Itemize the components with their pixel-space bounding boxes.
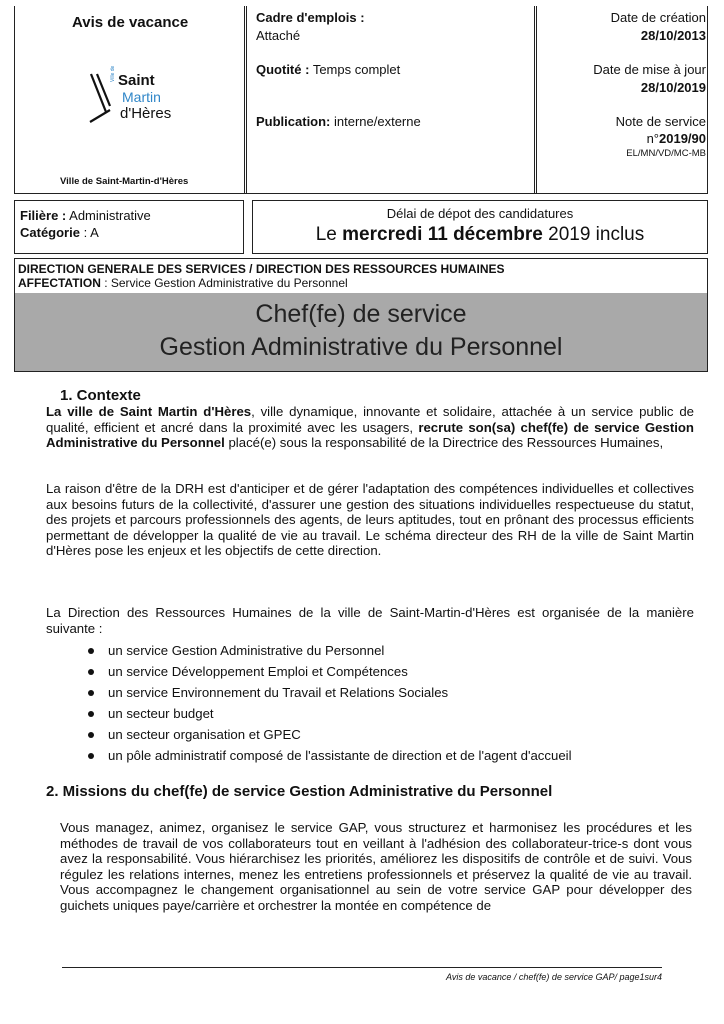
date-maj-value: 28/10/2019	[640, 80, 706, 95]
banner-line1: Chef(fe) de service	[255, 300, 467, 328]
filiere-label: Filière :	[20, 208, 67, 223]
section1-paragraph3: La Direction des Ressources Humaines de la ville de Saint-Martin-d'Hères est organisée de la manière suivante :	[46, 605, 694, 636]
city-logo	[88, 65, 178, 128]
section2-heading: 2. Missions du chef(fe) de service Gestion Administrative du Personnel	[46, 783, 553, 800]
quotite-value: Temps complet	[309, 62, 401, 77]
affectation-label: AFFECTATION	[18, 276, 101, 290]
footer-text: Avis de vacance / chef(fe) de service GAP/ page1sur4	[446, 972, 662, 982]
bullet-icon	[88, 669, 94, 675]
bullet-icon	[88, 732, 94, 738]
direction-line: DIRECTION GENERALE DES SERVICES / DIRECTION DES RESSOURCES HUMAINES	[18, 262, 505, 276]
section1-heading: 1. Contexte	[60, 387, 141, 404]
categorie-value: : A	[79, 225, 99, 240]
p1-text1: , ville dynamique, innovante et solidaire, attachée à un service public de qualité, efficient et ancré dans la proximité avec les usagers,	[46, 404, 694, 435]
affectation-line	[18, 276, 348, 290]
section1-paragraph2: La raison d'être de la DRH est d'anticiper et de gérer l'adaptation des compétences individuelles et collectives aux besoins futurs de la collectivité, d'assurer une gestion des situations individuelles respectueuse du statut, des projets et parcours professionnels des agents, de leurs aptitudes, tout en prônant des processus efficients permettant de développer la qualité de vie au travail. Le schéma directeur des RH de la ville de Saint Martin d'Hères pose les enjeux et les objectifs de cette direction.	[46, 481, 694, 559]
logo-line3: d'Hères	[120, 105, 172, 122]
bullet-icon	[88, 690, 94, 696]
section1-paragraph1	[46, 404, 694, 451]
logo-line1: Saint	[118, 72, 155, 89]
cadre-line	[256, 10, 365, 25]
banner-line2: Gestion Administrative du Personnel	[159, 333, 563, 361]
cadre-value: Attaché	[256, 28, 301, 43]
date-maj-label: Date de mise à jour	[593, 62, 706, 77]
note-label: Note de service	[615, 114, 706, 129]
note-ref: EL/MN/VD/MC-MB	[626, 148, 706, 159]
p1-text2: placé(e) sous la responsabilité de la Directrice des Ressources Humaines,	[224, 435, 664, 451]
filiere-value: Administrative	[66, 208, 151, 223]
date-creation-label: Date de création	[610, 10, 706, 25]
publication-line	[256, 114, 421, 129]
publication-label: Publication:	[256, 114, 331, 129]
deadline-rest: 2019 inclus	[542, 224, 645, 245]
categorie-line	[20, 225, 99, 240]
delai-label: Délai de dépot des candidatures	[386, 206, 574, 221]
header-divider-1	[244, 6, 247, 194]
cadre-label: Cadre d'emplois :	[256, 10, 365, 25]
bullet-icon	[88, 753, 94, 759]
quotite-line	[256, 62, 400, 77]
quotite-label: Quotité :	[256, 62, 310, 77]
note-number	[647, 131, 706, 146]
list-item: un secteur organisation et GPEC	[88, 724, 572, 745]
list-item: un service Développement Emploi et Compétences	[88, 661, 572, 682]
avis-title: Avis de vacance	[72, 14, 189, 31]
date-creation-value: 28/10/2013	[640, 28, 706, 43]
deadline-line	[252, 224, 708, 246]
publication-value: interne/externe	[330, 114, 421, 129]
list-item: un service Environnement du Travail et Relations Sociales	[88, 682, 572, 703]
list-item: un service Gestion Administrative du Personnel	[88, 640, 572, 661]
deadline-le: Le	[315, 224, 343, 245]
list-item: un pôle administratif composé de l'assistante de direction et de l'agent d'accueil	[88, 745, 572, 766]
deadline-bold: mercredi 11 décembre	[342, 224, 543, 245]
header-divider-2	[534, 6, 537, 194]
categorie-label: Catégorie	[20, 225, 80, 240]
bullet-icon	[88, 711, 94, 717]
section2-paragraph1: Vous managez, animez, organisez le service GAP, vous structurez et harmonisez les procédures et les méthodes de travail de vos collaborateurs tout en veillant à l'adhésion des collaborateur-trice-s dont vous avez la responsabilité. Vous hiérarchisez les priorités, améliorez les dispositifs de contrôle et de suivi. Vous régulez les relations internes, menez les entretiens professionnels et préservez la qualité de vie au travail. Vous accompagnez le changement organisationnel au sein de votre service GAP pour développer des guichets uniques paye/carrière et orchestrer la montée en compétence de	[60, 820, 692, 913]
note-prefix: n°	[646, 131, 659, 146]
rh-organisation-list	[88, 640, 572, 766]
footer-rule	[62, 967, 662, 968]
logo-line2: Martin	[122, 89, 161, 105]
bullet-icon	[88, 648, 94, 654]
p1-bold2: recrute son(sa) chef(fe) de service Gestion Administrative du Personnel	[46, 419, 694, 451]
filiere-line	[20, 208, 151, 223]
list-item: un secteur budget	[88, 703, 572, 724]
affectation-value: : Service Gestion Administrative du Personnel	[100, 276, 348, 290]
city-label: Ville de Saint-Martin-d'Hères	[60, 176, 189, 187]
note-value: 2019/90	[659, 131, 706, 146]
logo-side-text: Ville de	[110, 65, 116, 82]
p1-bold1: La ville de Saint Martin d'Hères	[46, 404, 252, 419]
